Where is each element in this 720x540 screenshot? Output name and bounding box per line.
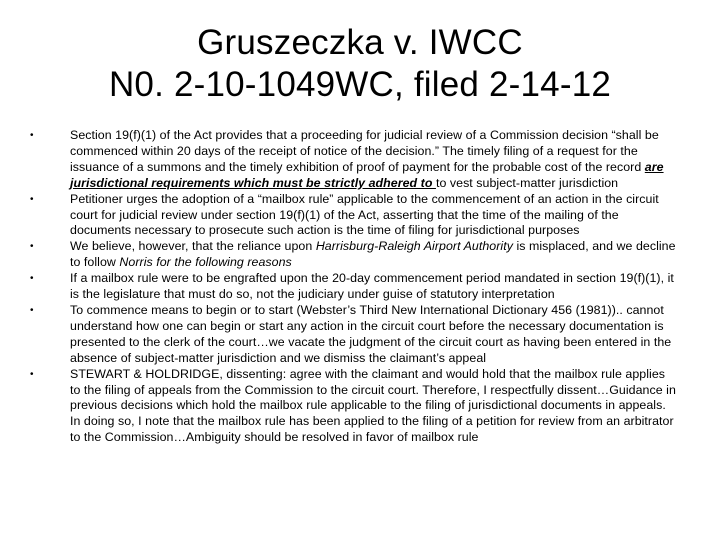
bullet-icon: • — [30, 273, 34, 285]
slide-title — [0, 22, 720, 106]
bullet-text: Section 19(f)(1) of the Act provides that a proceeding for judicial review of a Commission decision “shall be commenced within 20 days of the receipt of notice of the decision.” The timely filing of a request for the issuance of a summons and the timely exhibition of proof of payment for the probable cost of the record — [70, 128, 659, 174]
bullet-icon: • — [30, 193, 34, 205]
bullet-item-4 — [30, 271, 678, 303]
case-name-italic: Harrisburg-Raleigh Airport Authority — [315, 239, 513, 254]
bullet-list — [30, 128, 678, 446]
title-line-1: Gruszeczka v. IWCC — [197, 23, 523, 62]
bullet-item-1 — [30, 128, 678, 192]
bullet-emphasis: are jurisdictional requirements which must be strictly adhered to — [70, 159, 664, 190]
bullet-icon: • — [30, 368, 34, 380]
bullet-text: If a mailbox rule were to be engrafted upon the 20-day commencement period mandated in section 19(f)(1), it is the legislature that must do so, not the judiciary under guise of statutory interpretation — [70, 271, 674, 302]
bullet-item-6 — [30, 367, 678, 447]
bullet-item-2 — [30, 192, 678, 240]
bullet-text: is misplaced, and we decline to follow — [70, 239, 676, 270]
bullet-text: Petitioner urges the adoption of a “mailbox rule” applicable to the commencement of an action in the circuit court for judicial review under section 19(f)(1) of the Act, asserting that the time of the mailing of the documents necessary to prosecute such action is the time of filing for jurisdictional purposes — [70, 191, 659, 238]
bullet-icon: • — [30, 241, 34, 253]
case-name-italic: Norris for the following reasons — [119, 255, 292, 270]
bullet-text: We believe, however, that the reliance upon — [70, 239, 316, 254]
bullet-item-5 — [30, 303, 678, 367]
bullet-icon: • — [30, 304, 34, 316]
title-line-2: N0. 2-10-1049WC, filed 2-14-12 — [108, 65, 612, 104]
bullet-item-3 — [30, 239, 678, 271]
bullet-text: to vest subject-matter jurisdiction — [435, 175, 619, 190]
bullet-text: To commence means to begin or to start (Webster’s Third New International Dictionary 456 (1981)).. cannot understand how one can begin or start any action in the circuit court before the necessary documentation is presented to the clerk of the court…we vacate the judgment of the circuit court as having been entered in the absence of subject-matter jurisdiction and we dismiss the claimant’s appeal — [70, 302, 672, 365]
bullet-icon: • — [30, 130, 34, 141]
bullet-text: STEWART & HOLDRIDGE, dissenting: agree with the claimant and would hold that the mailbox rule applies to the filing of appeals from the Commission to the circuit court. Therefore, I respectfully dissent…Guidance in previous decisions which hold the mailbox rule applicable to the filing of jurisdictional documents in appeals. In doing so, I note that the mailbox rule has been applied to the filing of a petition for review from an arbitrator to the Commission…Ambiguity should be resolved in favor of mailbox rule — [70, 366, 676, 445]
